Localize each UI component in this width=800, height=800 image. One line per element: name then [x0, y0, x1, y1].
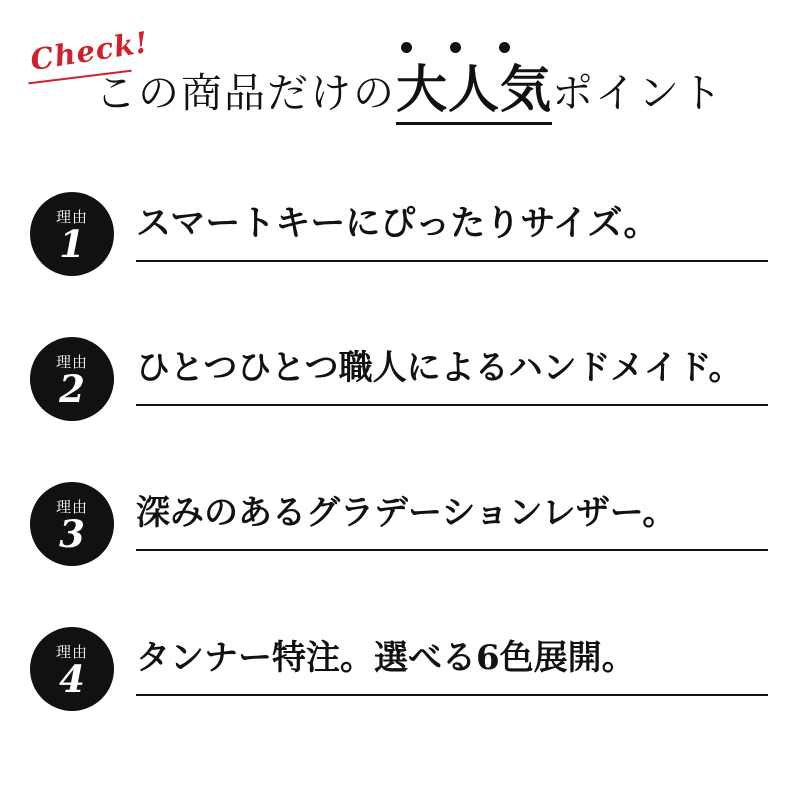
- headline-prefix: この商品だけの: [95, 69, 396, 117]
- reason-badge-4: [30, 627, 114, 711]
- reason-badge-number: 4: [59, 656, 85, 701]
- reason-text: 深みのあるグラデーションレザー。: [136, 493, 677, 533]
- reasons-list: [0, 180, 800, 760]
- reason-underline: [136, 404, 768, 406]
- page-title: [95, 60, 735, 121]
- list-item: [0, 470, 800, 615]
- reason-underline: [136, 549, 768, 551]
- emphasis-dots: [401, 42, 581, 53]
- reason-text: ひとつひとつ職人によるハンドメイド。: [136, 348, 743, 388]
- reason-text-wrap-2: [136, 347, 770, 406]
- headline-suffix: ポイント: [552, 69, 725, 117]
- reason-badge-2: [30, 337, 114, 421]
- list-item: [0, 615, 800, 760]
- reason-badge-label: 理由: [55, 642, 88, 661]
- emphasis-dot: [401, 42, 412, 53]
- reason-underline: [136, 694, 768, 696]
- reason-text-wrap-1: [136, 202, 770, 262]
- headline-emphasis: 大人気: [396, 60, 552, 125]
- reason-text-wrap-3: [136, 492, 770, 551]
- reason-badge-label: 理由: [55, 497, 88, 516]
- header: [0, 0, 800, 160]
- reason-text: タンナー特注。選べる6色展開。: [136, 638, 636, 678]
- reason-text-wrap-4: [136, 637, 770, 696]
- emphasis-dot: [450, 42, 461, 53]
- reason-badge-label: 理由: [55, 352, 88, 371]
- headline-wrap: [95, 60, 735, 121]
- reason-badge-label: 理由: [55, 207, 88, 226]
- reason-badge-number: 2: [59, 366, 85, 411]
- reason-badge-1: [30, 192, 114, 276]
- list-item: [0, 325, 800, 470]
- emphasis-dot: [499, 42, 510, 53]
- reason-badge-3: [30, 482, 114, 566]
- reason-badge-number: 1: [59, 221, 85, 266]
- reason-badge-number: 3: [59, 511, 85, 556]
- reason-text: スマートキーにぴったりサイズ。: [136, 203, 659, 244]
- check-label: Check!: [28, 24, 152, 78]
- reason-underline: [136, 260, 768, 262]
- list-item: [0, 180, 800, 325]
